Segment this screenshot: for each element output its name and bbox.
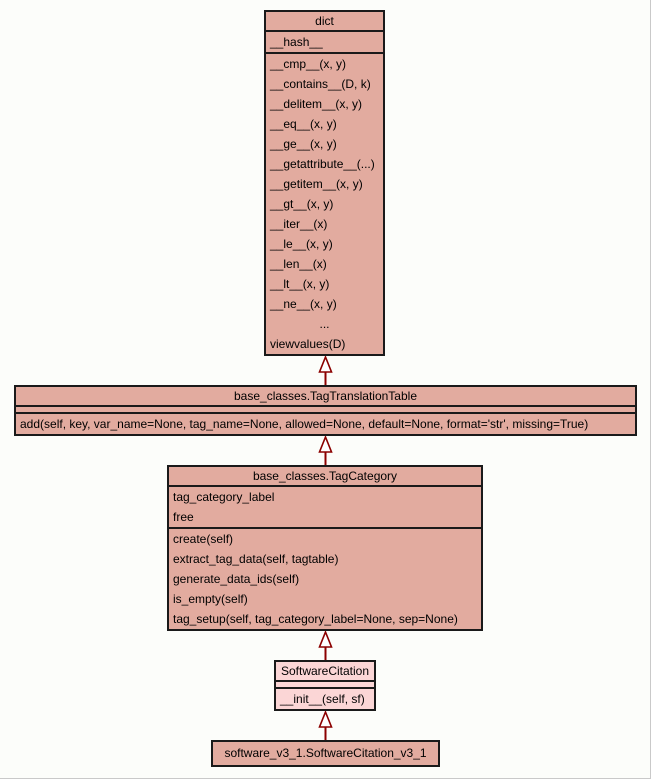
method-row: tag_setup(self, tag_category_label=None, sep=None) [173,612,458,626]
methods-compartment [276,687,374,709]
class-title: SoftwareCitation [280,664,370,678]
method-row: __iter__(x) [270,217,328,231]
class-title: dict [315,14,334,28]
class-title: base_classes.TagCategory [252,469,398,483]
method-row: __init__(self, sf) [280,692,365,706]
method-row: __len__(x) [270,257,327,271]
class-box-tagtranslationtable [14,385,637,436]
method-row: __getattribute__(...) [270,157,375,171]
method-row: __contains__(D, k) [270,77,371,91]
methods-compartment [16,412,635,434]
inheritance-arrow-tagcategory-tagtranslationtable [318,436,333,465]
class-box-softwarecitation-v3-1 [211,740,440,767]
class-title: base_classes.TagTranslationTable [234,389,417,403]
inheritance-arrow-softwarecitationv31-softwarecitation [318,711,333,740]
method-row: __ge__(x, y) [270,137,337,151]
method-row: __le__(x, y) [270,237,333,251]
attribute-row: free [173,510,194,524]
attributes-compartment [16,405,635,412]
method-row: is_empty(self) [173,592,248,606]
method-row: extract_tag_data(self, tagtable) [173,552,339,566]
class-box-tagcategory [167,465,483,631]
method-row: __cmp__(x, y) [270,57,347,71]
class-box-dict [264,10,385,356]
method-row: viewvalues(D) [270,337,346,351]
inheritance-arrow-tagtranslationtable-dict [318,356,333,385]
method-row: create(self) [173,532,234,546]
inheritance-arrow-softwarecitation-tagcategory [318,631,333,660]
methods-compartment [266,52,383,354]
class-box-softwarecitation [274,660,376,711]
method-row: __eq__(x, y) [270,117,337,131]
method-row: __ne__(x, y) [270,297,337,311]
attributes-compartment [276,680,374,687]
method-row: __gt__(x, y) [270,197,334,211]
method-row: __lt__(x, y) [270,277,330,291]
method-row: generate_data_ids(self) [173,572,300,586]
method-row: __delitem__(x, y) [270,97,363,111]
attributes-compartment [169,485,481,527]
method-row: __getitem__(x, y) [270,177,363,191]
ellipsis-row: ... [319,317,330,331]
class-title: software_v3_1.SoftwareCitation_v3_1 [224,746,427,760]
method-row: add(self, key, var_name=None, tag_name=None, allowed=None, default=None, format='str', missing=True) [20,417,589,431]
methods-compartment [169,527,481,629]
attribute-row: __hash__ [270,35,323,49]
attribute-row: tag_category_label [173,490,275,504]
attributes-compartment [266,30,383,52]
